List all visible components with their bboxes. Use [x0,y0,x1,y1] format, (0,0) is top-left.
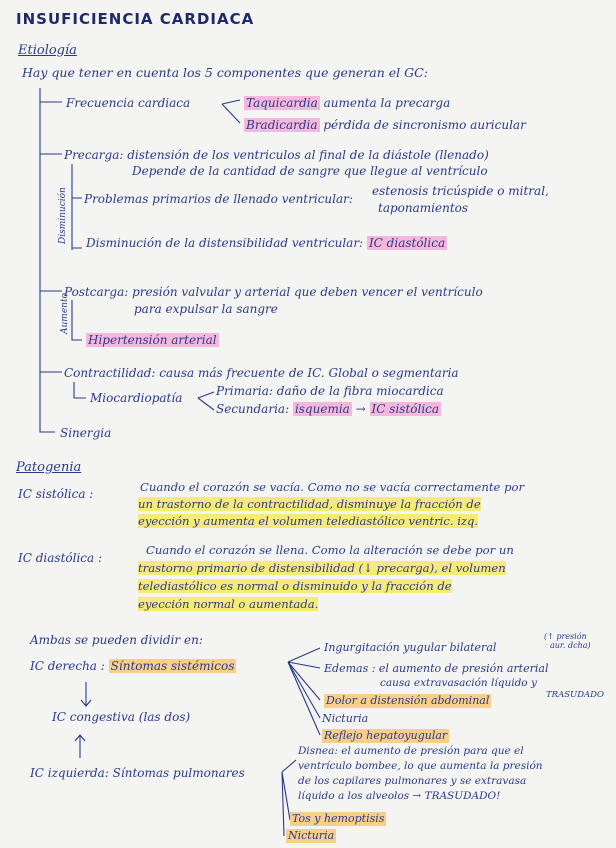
etiologia-intro: Hay que tener en cuenta los 5 componentes que generan el GC: [22,65,428,80]
sintomas-sistemicos-highlight: Síntomas sistémicos [110,659,235,673]
postcarga-label: Postcarga [64,285,125,299]
ic-diastolica-line2: trastorno primario de distensibilidad (↓ precarga), el volumen [138,561,506,575]
patogenia-heading: Patogenia [16,460,82,475]
isquemia-highlight: isquemia [294,402,350,416]
izq-item-disnea-d: líquido a los alveolos → TRASUDADO! [298,790,501,802]
der-item-edemas-c: TRASUDADO [546,690,604,700]
problemas-desc2: taponamientos [378,201,469,215]
der-item-nicturia: Nicturia [322,712,369,725]
precarga-line1: : distensión de los ventriculos al final de la diástole (llenado) [119,148,489,162]
ic-diastolica-highlight: IC diastólica [368,236,446,250]
der-item-edemas-b: causa extravasación líquido y [380,677,537,689]
ic-sistolica-label: IC sistólica : [18,487,94,501]
der-item-ingurgitacion: Ingurgitación yugular bilateral [324,641,497,654]
miocardiopatia-primaria: Primaria: daño de la fibra miocardica [216,384,444,398]
miocardiopatia-label: Miocardiopatía [90,391,183,405]
precarga-side-label: Disminución [58,187,68,244]
postcarga-line2: para expulsar la sangre [134,302,278,316]
hipertension-highlight: Hipertensión arterial [88,333,217,347]
der-item-reflejo: Reflejo hepatoyugular [324,729,448,742]
postcarga-line1: : presión valvular y arterial que deben vencer el ventrículo [124,285,483,299]
izq-item-nicturia: Nicturia [288,829,335,842]
etiologia-heading: Etiología [18,43,77,58]
page-title: INSUFICIENCIA CARDIACA [16,10,255,28]
contractilidad-label: Contractilidad [64,366,152,380]
izq-item-disnea-c: de los capilares pulmonares y se extravasa [298,775,527,787]
fc-label: Frecuencia cardiaca [66,96,191,110]
taquicardia-desc: aumenta la precarga [323,96,451,110]
problemas-desc1: estenosis tricúspide o mitral, [372,184,549,198]
disminucion-label: Disminución de la distensibilidad ventricular: [86,236,364,250]
izq-item-disnea: Disnea: el aumento de presión para que el [298,745,524,757]
der-item-dolor: Dolor a distensión abdominal [326,694,490,707]
sinergia-label: Sinergia [60,426,112,440]
postcarga-side-label: Aumento [60,293,70,334]
ambas-intro: Ambas se pueden dividir en: [30,633,203,647]
ic-derecha-label: IC derecha : [30,659,105,673]
ic-diastolica-line1: Cuando el corazón se llena. Como la alteración se debe por un [146,543,514,557]
ic-congestiva-label: IC congestiva (las dos) [52,710,191,724]
ic-izquierda-label: IC izquierda: Síntomas pulmonares [30,766,245,780]
problemas-label: Problemas primarios de llenado ventricular: [84,192,353,206]
precarga-line2: Depende de la cantidad de sangre que llegue al ventrículo [132,164,488,178]
bradicardia-highlight: Bradicardia [246,118,318,132]
ic-diastolica-label: IC diastólica : [18,551,103,565]
ic-diastolica-line4: eyección normal o aumentada. [138,597,319,611]
bradicardia-desc: pérdida de sincronismo auricular [323,118,526,132]
ic-sistolica-line3: eyección y aumenta el volumen telediastólico ventric. izq. [138,514,479,528]
ic-diastolica-line3: telediastólico es normal o disminuido y la fracción de [138,579,452,593]
ic-sistolica-highlight: IC sistólica [371,402,440,416]
ic-sistolica-line1: Cuando el corazón se vacía. Como no se vacía correctamente por [140,480,525,494]
izq-item-disnea-b: ventrículo bombee, lo que aumenta la presión [298,760,543,772]
ic-sistolica-line2: un trastorno de la contractilidad, disminuye la fracción de [138,497,481,511]
contractilidad-desc: : causa más frecuente de IC. Global o segmentaria [151,366,459,380]
taquicardia-highlight: Taquicardia [246,96,318,110]
der-item-edemas: Edemas : el aumento de presión arterial [324,662,549,675]
der-item-note2: aur. dcha) [550,641,591,650]
der-item-note1: (↑ presión [544,632,587,641]
isquemia-arrow: → [355,402,366,416]
izq-item-tos: Tos y hemoptisis [292,812,385,825]
miocardiopatia-secundaria: Secundaria: [216,402,290,416]
precarga-label: Precarga [64,148,120,162]
